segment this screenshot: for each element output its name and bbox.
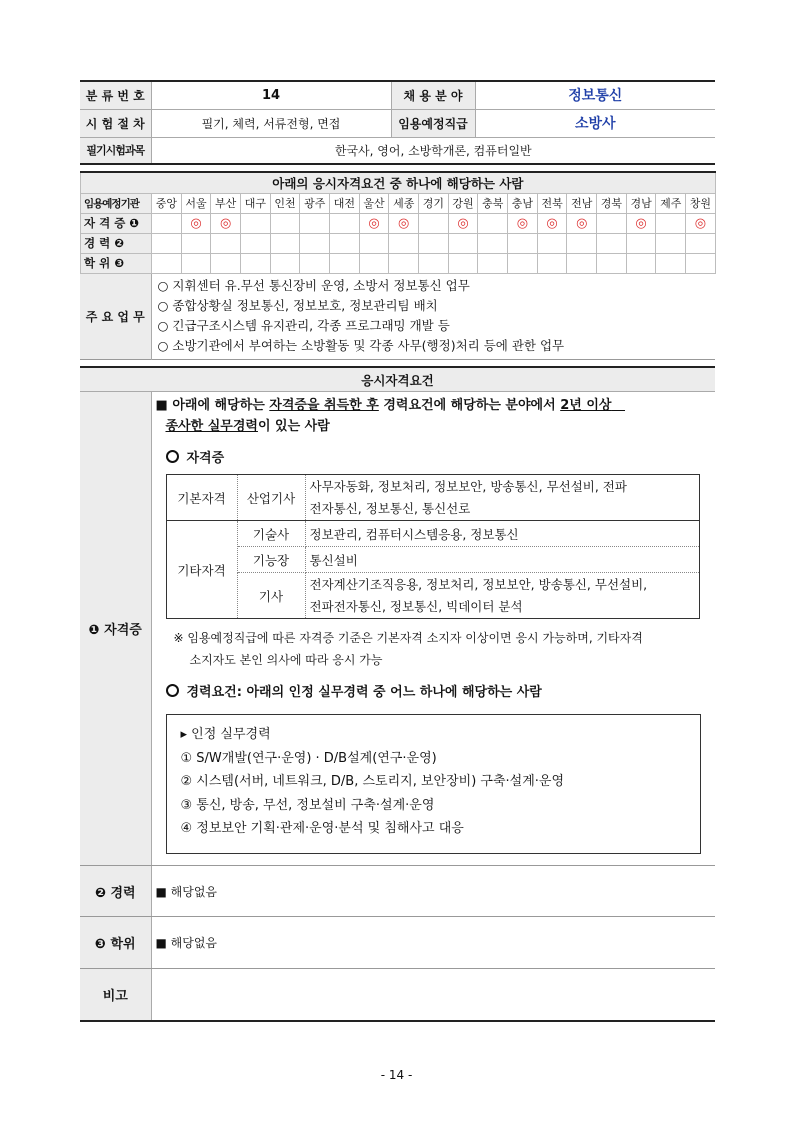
eligibility-grid (80, 171, 716, 274)
empty-cell (597, 233, 627, 253)
empty-cell (626, 233, 656, 253)
cert-mark-cell (686, 213, 716, 233)
tech-value: 정보관리, 컴퓨터시스템응용, 정보통신 (305, 521, 699, 547)
cert-mark-cell (508, 213, 538, 233)
region-header: 충북 (478, 193, 508, 213)
cert-mark-cell (597, 213, 627, 233)
empty-cell (508, 253, 538, 273)
cert-mark-cell (330, 213, 360, 233)
region-header: 중앙 (152, 193, 182, 213)
cert-mark-cell (152, 213, 182, 233)
duty-item: ○ 긴급구조시스템 유지관리, 각종 프로그래밍 개발 등 (157, 318, 450, 334)
duty-item: ○ 지휘센터 유.무선 통신장비 운영, 소방서 정보통신 업무 (157, 278, 470, 294)
duties-label: 주 요 업 무 (80, 274, 151, 360)
empty-cell (389, 233, 419, 253)
qualification-title: 응시자격요건 (80, 367, 715, 392)
duties-list (151, 274, 715, 360)
subjects-label: 필기시험과목 (80, 137, 151, 164)
circle-bullet-icon (166, 450, 179, 463)
double-circle-mark-icon: ◎ (220, 215, 232, 231)
region-header: 경기 (419, 193, 449, 213)
empty-cell (537, 233, 567, 253)
career-section-value: ■ 해당없음 (151, 866, 715, 917)
qualification-table (80, 366, 715, 1022)
experience-item: ① S/W개발(연구·운영) · D/B설계(연구·운영) (180, 750, 437, 766)
double-circle-mark-icon: ◎ (576, 215, 588, 231)
tech-label: 기술사 (237, 521, 305, 547)
cert-section-body (151, 392, 715, 866)
recruitment-spec-page (80, 80, 715, 1022)
region-header: 경북 (597, 193, 627, 213)
exam-label: 시 험 절 차 (80, 109, 151, 137)
empty-cell (300, 233, 330, 253)
double-circle-mark-icon: ◎ (546, 215, 558, 231)
double-circle-mark-icon: ◎ (398, 215, 410, 231)
class-no-label: 분 류 번 호 (80, 81, 151, 109)
degree-section-label: ❸ 학위 (80, 917, 151, 969)
region-header: 경남 (626, 193, 656, 213)
empty-cell (330, 253, 360, 273)
remarks-value (151, 969, 715, 1021)
cert-section-label: ❶ 자격증 (80, 392, 151, 866)
cert-mark-cell (626, 213, 656, 233)
empty-cell (389, 253, 419, 273)
cert-mark-cell (270, 213, 300, 233)
degree-row-label: 학 위 ❸ (81, 253, 152, 273)
cert-mark-cell (478, 213, 508, 233)
cert-mark-cell (359, 213, 389, 233)
region-header: 인천 (270, 193, 300, 213)
empty-cell (419, 253, 449, 273)
empty-cell (359, 253, 389, 273)
rank-value: 소방사 (475, 109, 715, 137)
empty-cell (478, 253, 508, 273)
empty-cell (419, 233, 449, 253)
career-section-label: ❷ 경력 (80, 866, 151, 917)
cert-mark-cell (537, 213, 567, 233)
region-header: 대전 (330, 193, 360, 213)
empty-cell (270, 253, 300, 273)
empty-cell (686, 253, 716, 273)
empty-cell (241, 253, 271, 273)
region-header: 강원 (448, 193, 478, 213)
career-row-label: 경 력 ❷ (81, 233, 152, 253)
master-label: 기능장 (237, 547, 305, 573)
lead-bullet: ■ (155, 398, 168, 413)
double-circle-mark-icon: ◎ (190, 215, 202, 231)
agency-label: 임용예정기관 (81, 193, 152, 213)
empty-cell (448, 233, 478, 253)
subjects-value: 한국사, 영어, 소방학개론, 컴퓨터일반 (151, 137, 715, 164)
master-value: 통신설비 (305, 547, 699, 573)
basic-cert-list: 사무자동화, 정보처리, 정보보안, 방송통신, 무선설비, 전파 전자통신, 정보통신, 통신선로 (305, 475, 699, 521)
empty-cell (537, 253, 567, 273)
empty-cell (152, 253, 182, 273)
double-circle-mark-icon: ◎ (368, 215, 380, 231)
duties-table (80, 274, 715, 361)
region-header: 전북 (537, 193, 567, 213)
empty-cell (567, 233, 597, 253)
region-header: 제주 (656, 193, 686, 213)
double-circle-mark-icon: ◎ (457, 215, 469, 231)
empty-cell (300, 253, 330, 273)
cert-mark-cell (241, 213, 271, 233)
empty-cell (211, 233, 241, 253)
cert-mark-cell (211, 213, 241, 233)
cert-note: ※ 임용예정직급에 따른 자격증 기준은 기본자격 소지자 이상이면 응시 가능하며, 기타자격 소지자도 본인 의사에 따라 응시 가능 (173, 631, 643, 667)
empty-cell (478, 233, 508, 253)
cert-row-label: 자 격 증 ❶ (81, 213, 152, 233)
recognized-experience-box (166, 714, 701, 854)
cert-mark-cell (181, 213, 211, 233)
cert-table (166, 474, 700, 619)
region-header: 광주 (300, 193, 330, 213)
double-circle-mark-icon: ◎ (694, 215, 707, 231)
cert-mark-cell (300, 213, 330, 233)
other-cert-label: 기타자격 (166, 521, 237, 619)
region-header: 세종 (389, 193, 419, 213)
degree-section-value: ■ 해당없음 (151, 917, 715, 969)
region-header: 충남 (508, 193, 538, 213)
empty-cell (211, 253, 241, 273)
double-circle-mark-icon: ◎ (635, 215, 647, 231)
duty-item: ○ 소방기관에서 부여하는 소방활동 및 각종 사무(행정)처리 등에 관한 업무 (157, 338, 565, 354)
empty-cell (508, 233, 538, 253)
basic-cert-level: 산업기사 (237, 475, 305, 521)
exam-value: 필기, 체력, 서류전형, 면접 (151, 109, 391, 137)
empty-cell (686, 233, 716, 253)
field-value: 정보통신 (475, 81, 715, 109)
cert-mark-cell (567, 213, 597, 233)
experience-item: ④ 정보보안 기획·관제·운영·분석 및 침해사고 대응 (180, 821, 464, 836)
empty-cell (241, 233, 271, 253)
duty-item: ○ 종합상황실 정보통신, 정보보호, 정보관리팀 배치 (157, 298, 438, 314)
basic-cert-label: 기본자격 (166, 475, 237, 521)
experience-item: ② 시스템(서버, 네트워크, D/B, 스토리지, 보안장비) 구축·설계·운영 (180, 774, 565, 789)
empty-cell (330, 233, 360, 253)
empty-cell (359, 233, 389, 253)
cert-mark-cell (448, 213, 478, 233)
empty-cell (597, 253, 627, 273)
empty-cell (626, 253, 656, 273)
region-header: 울산 (359, 193, 389, 213)
engineer-label: 기사 (237, 573, 305, 619)
remarks-label: 비고 (80, 969, 151, 1021)
empty-cell (448, 253, 478, 273)
cert-mark-cell (419, 213, 449, 233)
circle-bullet-icon (166, 684, 179, 697)
cert-mark-cell (389, 213, 419, 233)
empty-cell (152, 233, 182, 253)
page-number: - 14 - (380, 1068, 413, 1082)
engineer-list: 전자계산기조직응용, 정보처리, 정보보안, 방송통신, 무선설비, 전파전자통신, 정보통신, 빅데이터 분석 (305, 573, 699, 619)
empty-cell (656, 233, 686, 253)
empty-cell (270, 233, 300, 253)
empty-cell (181, 253, 211, 273)
empty-cell (656, 253, 686, 273)
region-header: 전남 (567, 193, 597, 213)
region-header: 대구 (241, 193, 271, 213)
double-circle-mark-icon: ◎ (516, 215, 529, 231)
field-label: 채 용 분 야 (391, 81, 475, 109)
region-header: 서울 (181, 193, 211, 213)
eligibility-title: 아래의 응시자격요건 중 하나에 해당하는 사람 (81, 172, 716, 193)
experience-item: ③ 통신, 방송, 무선, 정보설비 구축·설계·운영 (180, 797, 435, 813)
class-no-value: 14 (151, 81, 391, 109)
cert-mark-cell (656, 213, 686, 233)
region-header: 창원 (686, 193, 716, 213)
cert-lead-text: ■ 아래에 해당하는 자격증을 취득한 후 경력요건에 해당하는 분야에서 2년 이상 종사한 실무경력이 있는 사람 (155, 398, 612, 434)
region-header: 부산 (211, 193, 241, 213)
header-table (80, 80, 715, 165)
empty-cell (567, 253, 597, 273)
empty-cell (181, 233, 211, 253)
rank-label: 임용예정직급 (391, 109, 475, 137)
cert-heading: 자격증 (152, 437, 716, 474)
box-title: ▸ 인정 실무경력 (180, 727, 271, 742)
career-heading: 경력요건: 아래의 인정 실무경력 중 어느 하나에 해당하는 사람 (152, 671, 716, 714)
